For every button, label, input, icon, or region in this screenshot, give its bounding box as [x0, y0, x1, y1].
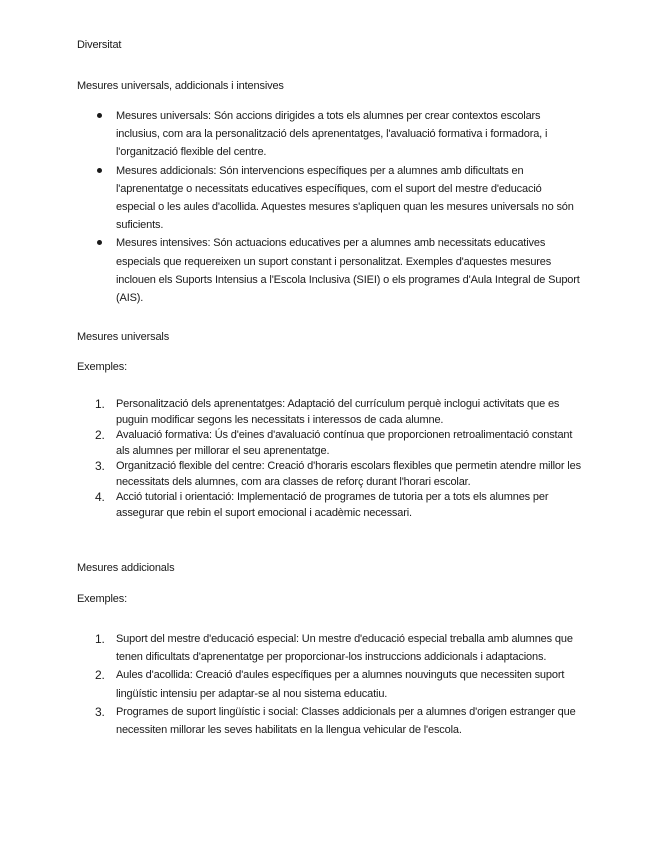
list-item-text: Personalització dels aprenentatges: Adaptació del currículum perquè inclogui activitats que es puguin modificar segons les necessitats i interessos de cada alumne.: [116, 398, 560, 426]
list-item: [77, 397, 582, 428]
additional-examples-label: Exemples:: [77, 593, 128, 605]
list-number: 3.: [95, 704, 105, 719]
list-item-text: Suport del mestre d'educació especial: Un mestre d'educació especial treballa amb alumnes que tenen dificultats d'aprenentatge per proporcionar-los instruccions addicionals i adaptacions.: [116, 633, 573, 664]
additional-examples-list: [77, 630, 582, 739]
list-number: 2.: [95, 428, 105, 442]
list-item: [77, 490, 582, 521]
list-item: [77, 459, 582, 490]
list-number: 1.: [95, 397, 105, 411]
universal-examples-label: Exemples:: [77, 361, 128, 373]
list-item-text: Programes de suport lingüístic i social: Classes addicionals per a alumnes d'origen estranger que necessiten millorar les seves habilitats en la llengua vehicular de l'escola.: [116, 705, 576, 737]
list-number: 2.: [95, 668, 105, 683]
overview-list: [77, 107, 582, 307]
bullet-icon: [97, 240, 102, 245]
list-item: [77, 107, 582, 162]
list-item: [77, 666, 582, 702]
list-item-text: Avaluació formativa: Ús d'eines d'avaluació contínua que proporcionen retroalimentació constant als alumnes per millorar el seu aprenentatge.: [116, 429, 573, 457]
list-item-text: Acció tutorial i orientació: Implementació de programes de tutoria per a tots els alumnes per assegurar que rebin el suport emocional i acadèmic necessari.: [116, 491, 549, 519]
list-item: [77, 234, 582, 307]
list-item: [77, 630, 582, 666]
list-item: [77, 162, 582, 235]
additional-heading: Mesures addicionals: [77, 562, 175, 574]
bullet-icon: [97, 113, 102, 118]
bullet-icon: [97, 168, 102, 173]
list-item-text: Aules d'acollida: Creació d'aules específiques per a alumnes nouvinguts que necessiten suport lingüístic intensiu per adaptar-se al nou sistema educatiu.: [116, 669, 565, 700]
list-number: 4.: [95, 490, 105, 504]
list-item: [77, 703, 582, 739]
list-item-text: Mesures universals: Són accions dirigides a tots els alumnes per crear contextos escolars inclusius, com ara la personalització dels aprenentatges, l'avaluació formativa i formadora, i l'organització flexible del centre.: [116, 110, 548, 159]
universal-examples-list: [77, 397, 582, 521]
list-number: 1.: [95, 632, 105, 646]
list-item-text: Organització flexible del centre: Creació d'horaris escolars flexibles que permetin atendre millor les necessitats dels alumnes, com ara classes de reforç durant l'horari escolar.: [116, 460, 581, 488]
document-title: Diversitat: [77, 39, 122, 51]
section-heading: Mesures universals, addicionals i intensives: [77, 80, 284, 92]
universal-heading: Mesures universals: [77, 331, 170, 343]
list-item: [77, 428, 582, 459]
list-item-text: Mesures intensives: Són actuacions educatives per a alumnes amb necessitats educatives especials que requereixen un suport constant i personalitzat. Exemples d'aquestes mesures inclouen els Suports Intensius a l'Escola Inclusiva (SIEI) o els programes d'Aula Integral de Suport (AIS).: [116, 237, 580, 305]
list-item-text: Mesures addicionals: Són intervencions específiques per a alumnes amb dificultats en l'aprenentatge o necessitats educatives específiques, com el suport del mestre d'educació especial o les aules d'acollida. Aquestes mesures s'apliquen quan les mesures universals no són suficients.: [116, 164, 574, 232]
list-number: 3.: [95, 459, 105, 473]
